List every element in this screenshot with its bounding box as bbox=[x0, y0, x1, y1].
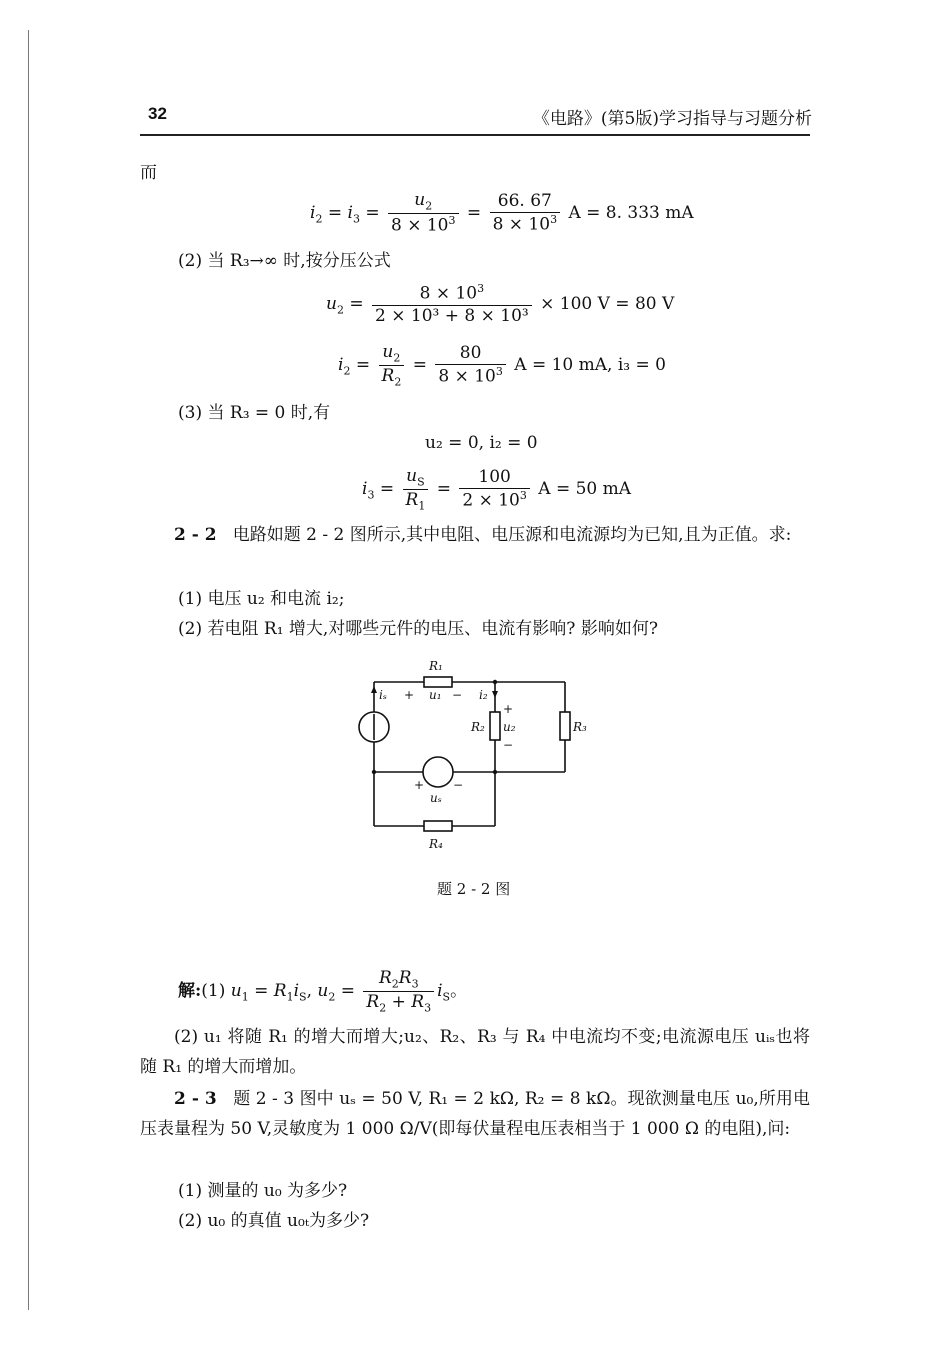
eq5-numerator: 100 bbox=[459, 467, 530, 489]
equation-3: $i_2$ = $\frac{u_2}{R_2}$ = $\frac{80}{8 \times 10^3}$ A = 10 mA, i₃ = 0 bbox=[338, 342, 666, 389]
label-r1: R₁ bbox=[429, 659, 443, 673]
eq1-result: A = 8. 333 mA bbox=[568, 203, 694, 224]
page-number: 32 bbox=[148, 104, 167, 123]
problem-2-3 bbox=[140, 1084, 810, 1144]
question-2: (2) 若电阻 R₁ 增大,对哪些元件的电压、电流有影响? 影响如何? bbox=[178, 619, 658, 639]
case-3-text: (3) 当 R₃ = 0 时,有 bbox=[178, 403, 331, 423]
label-r4: R₄ bbox=[429, 837, 443, 851]
label-us: uₛ bbox=[430, 791, 442, 805]
svg-text:−: − bbox=[503, 738, 514, 752]
scan-edge-line bbox=[28, 30, 29, 1310]
eq5-result: A = 50 mA bbox=[538, 479, 632, 500]
problem-2-3-text: 题 2 - 3 图中 uₛ = 50 V, R₁ = 2 kΩ, R₂ = 8 kΩ。现欲测量电压 u₀,所用电压表量程为 50 V,灵敏度为 1 000 Ω/V(即每伏量程电压表相当于 1 000 Ω 的电阻),问: bbox=[140, 1089, 810, 1139]
svg-text:+: + bbox=[404, 688, 415, 702]
label-u1: u₁ bbox=[429, 688, 442, 702]
solution-1-prefix: (1) bbox=[201, 981, 226, 1002]
header-rule bbox=[140, 134, 810, 136]
label-r2: R₂ bbox=[471, 720, 485, 734]
eq2-denominator: 2 × 10³ + 8 × 10³ bbox=[375, 305, 529, 326]
label-i2: i₂ bbox=[479, 688, 488, 702]
resistor-r2 bbox=[490, 712, 500, 740]
equation-4: u₂ = 0, i₂ = 0 bbox=[425, 433, 538, 453]
svg-text:+: + bbox=[414, 778, 425, 792]
eq3-numerator: 80 bbox=[435, 343, 506, 365]
voltage-source bbox=[423, 757, 453, 787]
problem-2-3-label: 2 - 3 bbox=[174, 1089, 217, 1109]
eq1-numerator: 66. 67 bbox=[490, 191, 561, 213]
question-4: (2) u₀ 的真值 u₀ₜ为多少? bbox=[178, 1211, 370, 1231]
problem-2-2-label: 2 - 2 bbox=[174, 525, 217, 545]
figure-caption: 题 2 - 2 图 bbox=[437, 880, 511, 898]
svg-text:+: + bbox=[503, 702, 514, 716]
text-er: 而 bbox=[140, 163, 157, 183]
question-1: (1) 电压 u₂ 和电流 i₂; bbox=[178, 589, 345, 609]
label-u2: u₂ bbox=[503, 720, 516, 734]
eq3-result: A = 10 mA, i₃ = 0 bbox=[514, 355, 666, 376]
resistor-r4 bbox=[424, 821, 452, 831]
solution-line-1: 解:(1) $u_1 = R_1i_S$, $u_2$ = $\frac{R_2R_3}{R_2 + R_3}$ $i_S$。 bbox=[178, 968, 468, 1015]
solution-label: 解: bbox=[178, 981, 202, 1002]
running-title: 《电路》(第5版)学习指导与习题分析 bbox=[532, 109, 812, 129]
solution-2: (2) u₁ 将随 R₁ 的增大而增大;u₂、R₂、R₃ 与 R₄ 中电流均不变;电流源电压 uᵢₛ也将随 R₁ 的增大而增加。 bbox=[140, 1027, 810, 1077]
label-is: iₛ bbox=[379, 688, 387, 702]
svg-text:−: − bbox=[453, 778, 464, 792]
question-3: (1) 测量的 u₀ 为多少? bbox=[178, 1181, 348, 1201]
case-2-text: (2) 当 R₃→∞ 时,按分压公式 bbox=[178, 251, 391, 271]
resistor-r1 bbox=[424, 677, 452, 687]
eq2-result: × 100 V = 80 V bbox=[540, 294, 675, 315]
equation-1: $i_2 = i_3$ = $\frac{u_2}{8 \times 10^3}$ = $\frac{66. 67}{8 \times 10^3}$ A = 8. 333 mA bbox=[310, 190, 694, 236]
equation-5: $i_3$ = $\frac{u_S}{R_1}$ = $\frac{100}{2 \times 10^3}$ A = 50 mA bbox=[362, 466, 632, 513]
problem-2-2 bbox=[140, 520, 810, 550]
resistor-r3 bbox=[560, 712, 570, 740]
circuit-diagram bbox=[340, 652, 610, 858]
label-r3: R₃ bbox=[573, 720, 587, 734]
equation-2: $u_2$ = $\frac{8 \times 10^3}{\text{2 × 10³ + 8 × 10³}}$ × 100 V = 80 V bbox=[326, 282, 675, 326]
svg-text:−: − bbox=[452, 688, 463, 702]
problem-2-2-text: 电路如题 2 - 2 图所示,其中电阻、电压源和电流源均为已知,且为正值。求: bbox=[232, 525, 792, 545]
